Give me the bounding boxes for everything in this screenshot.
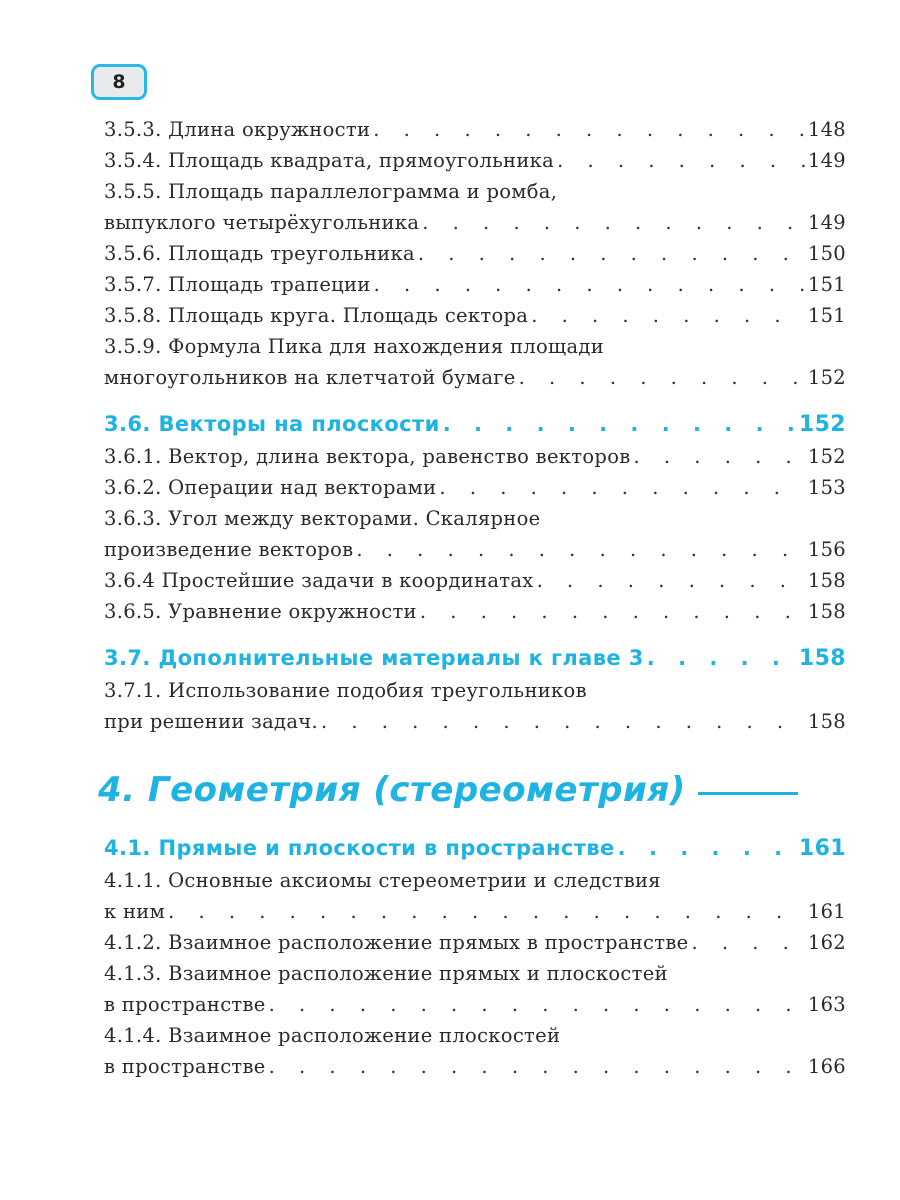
toc-entry-page: 148: [807, 118, 846, 141]
toc-entry[interactable]: [104, 675, 846, 737]
dot-leader: [519, 362, 805, 393]
toc-entry-page: 158: [807, 600, 846, 623]
toc-entry[interactable]: [104, 238, 846, 269]
dot-leader: [168, 896, 805, 927]
toc-group-3-5: [104, 114, 846, 393]
toc-section-page: 161: [798, 836, 846, 861]
toc-entry-row: [104, 362, 846, 393]
toc-entry-title: 3.5.3. Длина окружности: [104, 118, 371, 141]
toc-entry-page: 149: [807, 149, 846, 172]
toc-entry-title: 3.6.1. Вектор, длина вектора, равенство векторов: [104, 445, 631, 468]
toc-entry-page: 163: [807, 993, 846, 1016]
dot-leader: [647, 641, 796, 675]
toc-entry-title: 3.6.2. Операции над векторами: [104, 476, 437, 499]
toc-entry-row: [104, 269, 846, 300]
toc-entry-row: [104, 1051, 846, 1082]
page-number-badge: [91, 64, 147, 100]
toc-entry[interactable]: [104, 565, 846, 596]
toc-section-page: 152: [798, 412, 846, 437]
toc-entry-title: произведение векторов: [104, 538, 354, 561]
toc-entry-row: [104, 596, 846, 627]
dot-leader: [269, 989, 805, 1020]
toc-entry-title: к ним: [104, 900, 166, 923]
toc-section-page: 158: [798, 646, 846, 671]
toc-section-4-1[interactable]: [104, 831, 846, 865]
dot-leader: [374, 269, 805, 300]
toc-entry-row: [104, 300, 846, 331]
dot-leader: [443, 407, 796, 441]
toc-section-title: 3.6. Векторы на плоскости: [104, 412, 440, 436]
toc-entry-title: 4.1.2. Взаимное расположение прямых в пространстве: [104, 931, 689, 954]
toc-entry-row: [104, 114, 846, 145]
toc-entry-title: в пространстве: [104, 1055, 266, 1078]
dot-leader: [691, 927, 804, 958]
toc-entry-title-line: 3.5.9. Формула Пика для нахождения площади: [104, 335, 605, 358]
toc-entry[interactable]: [104, 176, 846, 238]
toc-entry-title-line: 3.7.1. Использование подобия треугольников: [104, 679, 587, 702]
toc-entry-page: 151: [807, 273, 846, 296]
toc-entry[interactable]: [104, 927, 846, 958]
toc-section-3-7[interactable]: [104, 641, 846, 675]
toc-entry[interactable]: [104, 472, 846, 503]
toc-entry-row: [104, 441, 846, 472]
toc-entry-title: 3.6.4 Простейшие задачи в координатах: [104, 569, 534, 592]
toc-entry-title-line: 3.5.5. Площадь параллелограмма и ромба,: [104, 180, 558, 203]
toc-entry[interactable]: [104, 596, 846, 627]
toc-entry-title: 3.5.7. Площадь трапеции: [104, 273, 371, 296]
chapter-heading[interactable]: [98, 759, 846, 821]
toc-entry[interactable]: [104, 114, 846, 145]
toc-entry-row: [104, 145, 846, 176]
table-of-contents: [98, 114, 846, 1082]
toc-entry-row: [104, 706, 846, 737]
toc-entry-row: [104, 238, 846, 269]
toc-entry-page: 158: [807, 710, 846, 733]
dot-leader: [439, 472, 804, 503]
toc-entry[interactable]: [104, 865, 846, 927]
toc-entry-page: 152: [807, 445, 846, 468]
toc-entry-page: 166: [807, 1055, 846, 1078]
dot-leader: [356, 534, 804, 565]
toc-entry[interactable]: [104, 145, 846, 176]
toc-entry[interactable]: [104, 503, 846, 565]
dot-leader: [418, 238, 805, 269]
dot-leader: [269, 1051, 805, 1082]
toc-entry-row: [104, 896, 846, 927]
toc-entry-row: [104, 207, 846, 238]
toc-entry-row: [104, 472, 846, 503]
toc-section-3-6[interactable]: [104, 407, 846, 441]
toc-entry-title: 3.5.6. Площадь треугольника: [104, 242, 415, 265]
toc-entry[interactable]: [104, 269, 846, 300]
toc-group-4-1: [104, 865, 846, 1082]
toc-entry-page: 153: [807, 476, 846, 499]
dot-leader: [531, 300, 805, 331]
toc-entry-title: в пространстве: [104, 993, 266, 1016]
chapter-title: 4. Геометрия (стереометрия): [98, 770, 686, 810]
toc-entry[interactable]: [104, 300, 846, 331]
toc-entry-title: 3.5.8. Площадь круга. Площадь сектора: [104, 304, 529, 327]
toc-entry-row: [104, 927, 846, 958]
toc-section-title: 4.1. Прямые и плоскости в пространстве: [104, 836, 615, 860]
toc-entry-title-line: 3.6.3. Угол между векторами. Скалярное: [104, 507, 541, 530]
page-number: 8: [112, 71, 126, 93]
toc-entry-title: при решении задач.: [104, 710, 318, 733]
dot-leader: [537, 565, 805, 596]
toc-section-title: 3.7. Дополнительные материалы к главе 3: [104, 646, 644, 670]
dot-leader: [634, 441, 805, 472]
toc-entry-title-line: 4.1.1. Основные аксиомы стереометрии и следствия: [104, 869, 661, 892]
toc-entry-page: 156: [807, 538, 846, 561]
toc-entry-row: [104, 989, 846, 1020]
toc-entry-row: [104, 565, 846, 596]
toc-entry-page: 151: [807, 304, 846, 327]
toc-entry-page: 162: [807, 931, 846, 954]
toc-entry-page: 150: [807, 242, 846, 265]
toc-group-3-7: [104, 675, 846, 737]
toc-entry[interactable]: [104, 331, 846, 393]
dot-leader: [420, 596, 805, 627]
toc-entry-title: 3.5.4. Площадь квадрата, прямоугольника: [104, 149, 555, 172]
toc-entry-page: 161: [807, 900, 846, 923]
dot-leader: [557, 145, 805, 176]
toc-entry-row: [104, 534, 846, 565]
toc-group-3-6: [104, 441, 846, 627]
toc-entry-title: 3.6.5. Уравнение окружности: [104, 600, 417, 623]
chapter-underline: [698, 792, 798, 795]
toc-entry-title: многоугольников на клетчатой бумаге: [104, 366, 516, 389]
dot-leader: [373, 114, 805, 145]
toc-entry[interactable]: [104, 958, 846, 1020]
toc-entry-page: 149: [807, 211, 846, 234]
toc-entry-title: выпуклого четырёхугольника: [104, 211, 420, 234]
toc-entry[interactable]: [104, 441, 846, 472]
dot-leader: [321, 706, 805, 737]
dot-leader: [422, 207, 805, 238]
toc-entry-title-line: 4.1.4. Взаимное расположение плоскостей: [104, 1024, 561, 1047]
dot-leader: [618, 831, 796, 865]
toc-entry-title-line: 4.1.3. Взаимное расположение прямых и плоскостей: [104, 962, 668, 985]
toc-entry-page: 158: [807, 569, 846, 592]
toc-entry-page: 152: [807, 366, 846, 389]
toc-entry[interactable]: [104, 1020, 846, 1082]
